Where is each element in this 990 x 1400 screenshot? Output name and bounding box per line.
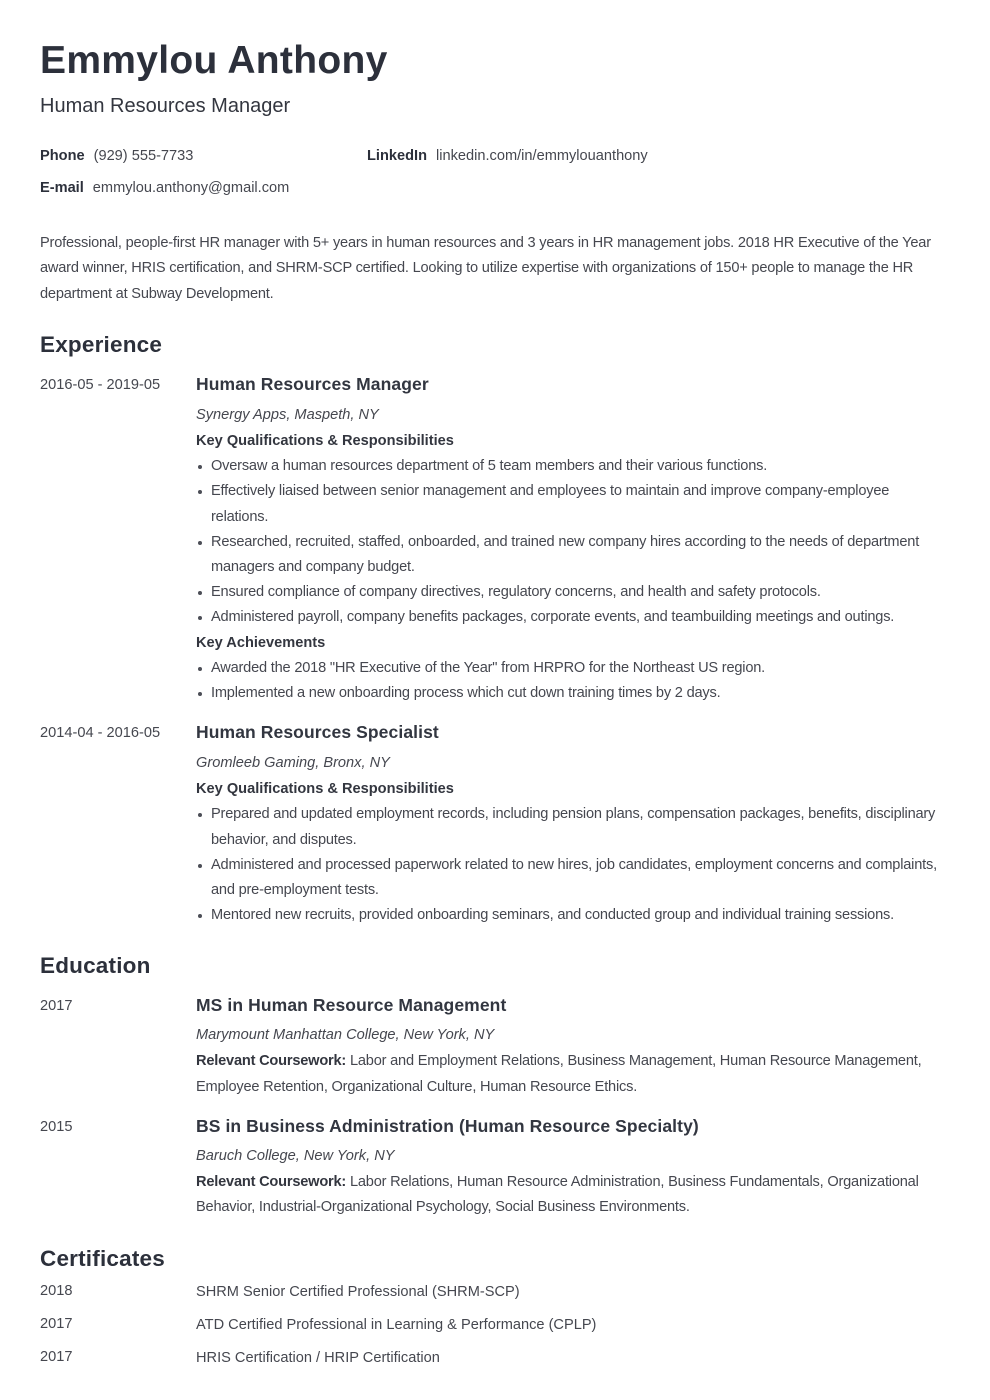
certificate-entry: [40, 1280, 950, 1305]
email-label: E-mail: [40, 179, 84, 196]
bullet-item: [196, 656, 950, 681]
education-entry: [40, 1116, 950, 1220]
bullet-dot-icon: [198, 541, 202, 545]
bullet-text: Effectively liaised between senior management and employees to maintain and improve company-employee relations.: [211, 483, 890, 525]
certificate-date: 2018: [40, 1283, 73, 1299]
job-subheading: Key Qualifications & Responsibilities: [196, 781, 454, 798]
education-section: [40, 953, 950, 1220]
coursework-text: Labor Relations, Human Resource Administration, Business Fundamentals, Organizational Behavior, Industrial-Organizational Psychology, Social Business Environments.: [196, 1173, 919, 1215]
bullet-text: Administered and processed paperwork related to new hires, job candidates, employment concerns and complaints, and pre-employment tests.: [211, 856, 937, 899]
bullet-dot-icon: [198, 591, 202, 595]
bullet-dot-icon: [198, 914, 202, 918]
bullet-text: Administered payroll, company benefits packages, corporate events, and teambuilding meetings and outings.: [211, 609, 895, 626]
school-name: Baruch College, New York, NY: [196, 1147, 395, 1164]
job-title: Human Resources Manager: [196, 373, 429, 394]
person-job-title: Human Resources Manager: [40, 94, 291, 117]
bullet-item: [196, 605, 950, 630]
coursework-text: Labor and Employment Relations, Business Management, Human Resource Management, Employee Retention, Organizational Culture, Human Resource Ethics.: [196, 1053, 922, 1095]
job-bullet-list: [196, 454, 950, 630]
professional-summary: Professional, people-first HR manager with 5+ years in human resources and 3 years in HR management jobs. 2018 HR Executive of the Year award winner, HRIS certification, and SHRM-SCP certified. Looking to utilize expertise with organizations of 150+ people to manage the HR department at Subway Development.: [40, 234, 931, 302]
bullet-dot-icon: [198, 490, 202, 494]
bullet-dot-icon: [198, 667, 202, 671]
contact-phone: [40, 147, 367, 166]
bullet-text: Oversaw a human resources department of 5 team members and their various functions.: [211, 458, 768, 475]
phone-label: Phone: [40, 147, 85, 164]
degree-title: MS in Human Resource Management: [196, 995, 507, 1016]
education-entry: [40, 995, 950, 1099]
certificates-list: [40, 1280, 950, 1371]
certificate-date: 2017: [40, 1316, 73, 1332]
email-value: emmylou.anthony@gmail.com: [92, 179, 290, 196]
bullet-item: [196, 853, 950, 903]
education-dates: 2017: [40, 998, 73, 1015]
bullet-text: Implemented a new onboarding process which cut down training times by 2 days.: [211, 685, 721, 702]
education-details: [196, 1116, 950, 1220]
coursework: [196, 1170, 950, 1220]
job-dates: 2016-05 - 2019-05: [40, 376, 161, 393]
certificate-title: ATD Certified Professional in Learning & Performance (CPLP): [196, 1317, 597, 1333]
linkedin-label: LinkedIn: [367, 147, 427, 164]
job-bullet-list: [196, 802, 950, 928]
coursework: [196, 1049, 950, 1099]
bullet-text: Awarded the 2018 "HR Executive of the Year" from HRPRO for the Northeast US region.: [211, 659, 766, 676]
person-name: Emmylou Anthony: [40, 39, 388, 82]
coursework-label: Relevant Coursework:: [196, 1053, 347, 1070]
linkedin-value: linkedin.com/in/emmylouanthony: [436, 147, 648, 164]
job-bullet-list: [196, 656, 950, 706]
bullet-text: Ensured compliance of company directives, regulatory concerns, and health and safety protocols.: [211, 584, 821, 601]
certificate-entry: [40, 1313, 950, 1338]
job-title: Human Resources Specialist: [196, 722, 439, 743]
bullet-item: [196, 580, 950, 605]
bullet-item: [196, 903, 950, 928]
bullet-text: Mentored new recruits, provided onboarding seminars, and conducted group and individual training sessions.: [211, 907, 894, 924]
certificate-title: HRIS Certification / HRIP Certification: [196, 1350, 440, 1366]
job-subheading: Key Qualifications & Responsibilities: [196, 432, 454, 449]
contact-email: [40, 179, 367, 198]
experience-entry: [40, 722, 950, 928]
certificate-date: 2017: [40, 1349, 73, 1365]
bullet-item: [196, 802, 950, 852]
contact-info: [40, 147, 950, 198]
job-company: Synergy Apps, Maspeth, NY: [196, 406, 379, 423]
experience-entry: [40, 374, 950, 706]
phone-value: (929) 555-7733: [93, 147, 194, 164]
job-company: Gromleeb Gaming, Bronx, NY: [196, 755, 390, 772]
job-details: [196, 722, 950, 928]
degree-title: BS in Business Administration (Human Resource Specialty): [196, 1115, 699, 1136]
contact-linkedin: [367, 147, 950, 166]
school-name: Marymount Manhattan College, New York, NY: [196, 1027, 495, 1044]
certificates-section: [40, 1246, 950, 1371]
bullet-text: Researched, recruited, staffed, onboarded, and trained new company hires according to the needs of department managers and company budget.: [211, 533, 920, 575]
bullet-item: [196, 681, 950, 706]
education-details: [196, 995, 950, 1099]
job-subheading: Key Achievements: [196, 634, 326, 651]
bullet-item: [196, 530, 950, 580]
experience-section: [40, 332, 950, 928]
certificates-heading: Certificates: [40, 1246, 165, 1272]
coursework-label: Relevant Coursework:: [196, 1173, 347, 1190]
education-heading: Education: [40, 953, 151, 979]
education-dates: 2015: [40, 1118, 73, 1135]
bullet-dot-icon: [198, 616, 202, 620]
experience-heading: Experience: [40, 332, 163, 358]
bullet-dot-icon: [198, 864, 202, 868]
bullet-text: Prepared and updated employment records, including pension plans, compensation packages, benefits, disciplinary behavior, and disputes.: [211, 806, 936, 848]
job-dates: 2014-04 - 2016-05: [40, 725, 161, 742]
certificate-entry: [40, 1346, 950, 1371]
bullet-item: [196, 479, 950, 529]
bullet-item: [196, 454, 950, 479]
bullet-dot-icon: [198, 813, 202, 817]
bullet-dot-icon: [198, 465, 202, 469]
certificate-title: SHRM Senior Certified Professional (SHRM-SCP): [196, 1284, 520, 1300]
bullet-dot-icon: [198, 692, 202, 696]
job-details: [196, 374, 950, 706]
